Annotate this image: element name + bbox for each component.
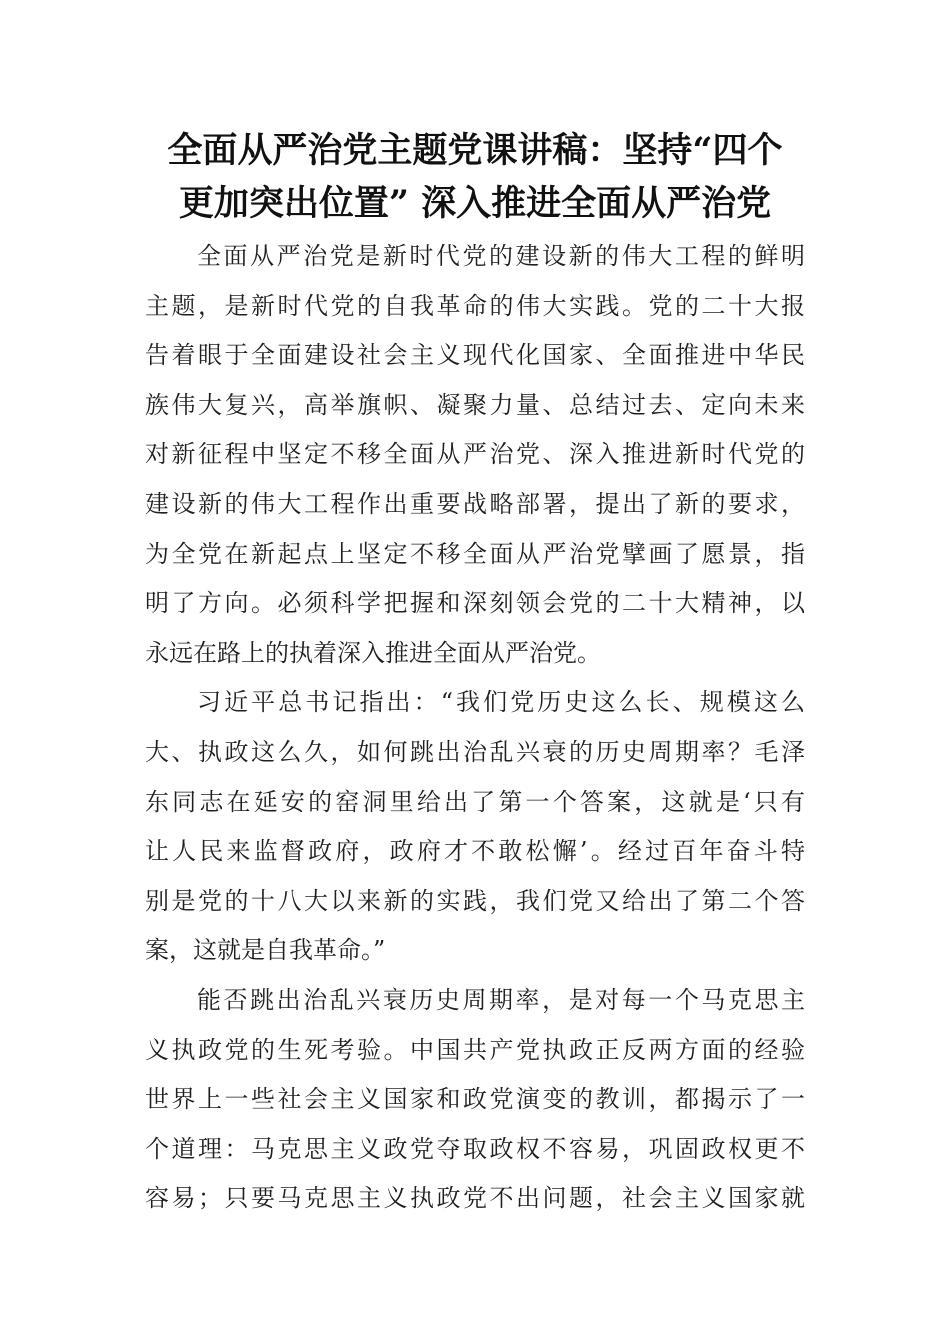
text-line: 东同志在延安的窑洞里给出了第一个答案，这就是‘只有 bbox=[145, 787, 805, 816]
title-line-2: 更加突出位置” 深入推进全面从严治党 bbox=[178, 183, 772, 224]
text-line: 全面从严治党是新时代党的建设新的伟大工程的鲜明 bbox=[197, 242, 805, 270]
text-line: 明了方向。必须科学把握和深刻领会党的二十大精神，以 bbox=[145, 589, 805, 618]
text-line: 能否跳出治乱兴衰历史周期率，是对每一个马克思主 bbox=[197, 985, 805, 1014]
text-line: 主题，是新时代党的自我革命的伟大实践。党的二十大报 bbox=[145, 291, 805, 320]
paragraph-2 bbox=[145, 678, 805, 976]
text-line: 别是党的十八大以来新的实践，我们党又给出了第二个答 bbox=[145, 886, 805, 915]
text-line: 容易；只要马克思主义执政党不出问题，社会主义国家就 bbox=[145, 1184, 805, 1213]
text-line: 案，这就是自我革命。” bbox=[145, 936, 386, 965]
text-line: 告着眼于全面建设社会主义现代化国家、全面推进中华民 bbox=[145, 341, 805, 370]
text-line: 为全党在新起点上坚定不移全面从严治党擘画了愿景，指 bbox=[145, 539, 805, 568]
text-line: 习近平总书记指出：“我们党历史这么长、规模这么 bbox=[197, 688, 805, 717]
text-line: 大、执政这么久，如何跳出治乱兴衰的历史周期率？毛泽 bbox=[145, 737, 805, 766]
paragraph-1 bbox=[145, 232, 805, 678]
title-line-1: 全面从严治党主题党课讲稿：坚持“四个 bbox=[167, 130, 783, 171]
text-line: 个道理：马克思主义政党夺取政权不容易，巩固政权更不 bbox=[145, 1134, 805, 1163]
text-line: 对新征程中坚定不移全面从严治党、深入推进新时代党的 bbox=[145, 440, 805, 469]
text-line: 义执政党的生死考验。中国共产党执政正反两方面的经验 bbox=[145, 1035, 805, 1064]
document-body bbox=[145, 232, 805, 1224]
text-line: 永远在路上的执着深入推进全面从严治党。 bbox=[145, 638, 601, 667]
paragraph-3 bbox=[145, 976, 805, 1224]
text-line: 建设新的伟大工程作出重要战略部署，提出了新的要求， bbox=[145, 489, 805, 518]
text-line: 世界上一些社会主义国家和政党演变的教训，都揭示了一 bbox=[145, 1085, 805, 1114]
text-line: 让人民来监督政府，政府才不敢松懈’。经过百年奋斗特 bbox=[145, 837, 805, 866]
text-line: 族伟大复兴，高举旗帜、凝聚力量、总结过去、定向未来 bbox=[145, 390, 805, 419]
document-title bbox=[140, 124, 810, 230]
